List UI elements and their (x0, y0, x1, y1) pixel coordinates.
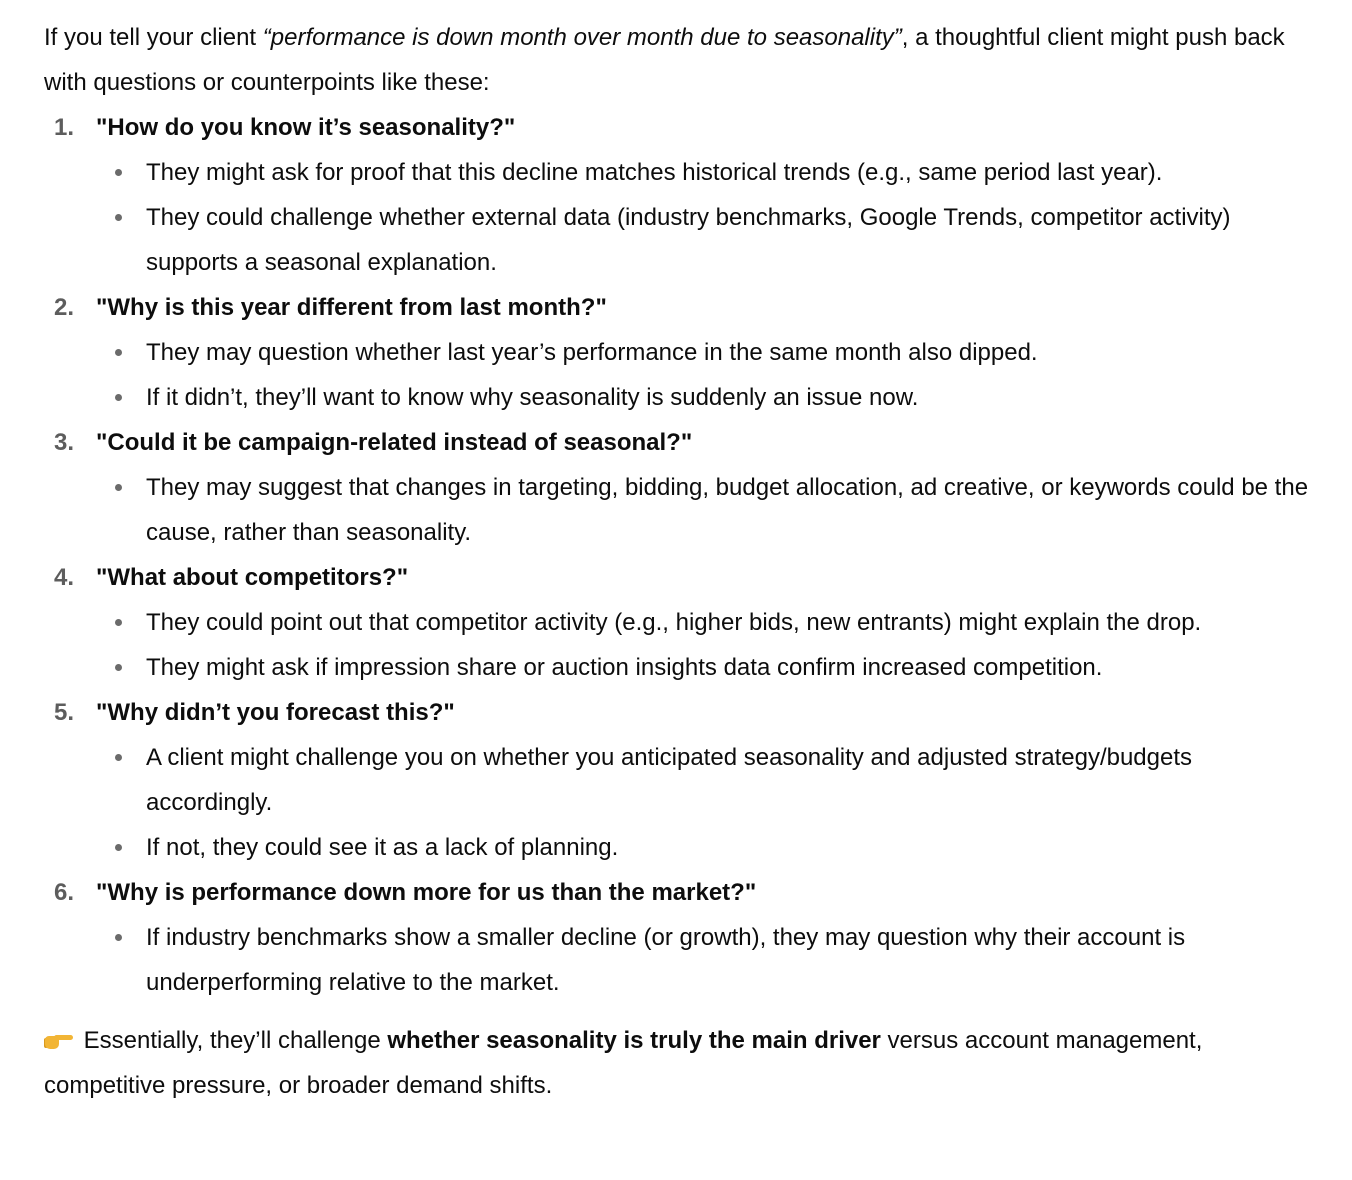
list-item (96, 825, 1312, 870)
list-item (96, 195, 1312, 285)
pointing-right-hand-icon (44, 1030, 74, 1050)
question-title: "Why is performance down more for us than the market?" (96, 879, 757, 906)
question-number: 1. (54, 114, 75, 141)
question-points (96, 150, 1312, 285)
question-title: "How do you know it’s seasonality?" (96, 114, 516, 141)
point-text: If it didn’t, they’ll want to know why seasonality is suddenly an issue now. (146, 384, 919, 411)
question-title: "Could it be campaign-related instead of seasonal?" (96, 429, 693, 456)
question-item-5 (44, 690, 1312, 870)
question-item-2 (44, 285, 1312, 420)
intro-quote: “performance is down month over month due to seasonality” (262, 24, 902, 51)
intro-text-before: If you tell your client (44, 24, 263, 51)
question-item-3 (44, 420, 1312, 555)
question-points (96, 330, 1312, 420)
list-item (96, 330, 1312, 375)
point-text: They might ask if impression share or auction insights data confirm increased competition. (146, 654, 1103, 681)
questions-list (44, 105, 1312, 1005)
point-text: They may suggest that changes in targeting, bidding, budget allocation, ad creative, or keywords could be the cause, rather than seasonality. (146, 474, 1309, 546)
bullet-dot-icon (115, 394, 122, 401)
list-item (96, 735, 1312, 825)
point-text: They could point out that competitor activity (e.g., higher bids, new entrants) might explain the drop. (146, 609, 1202, 636)
question-item-1 (44, 105, 1312, 285)
bullet-dot-icon (115, 934, 122, 941)
list-item (96, 600, 1312, 645)
question-item-6 (44, 870, 1312, 1005)
bullet-dot-icon (115, 484, 122, 491)
point-text: If not, they could see it as a lack of planning. (146, 834, 619, 861)
point-text: A client might challenge you on whether you anticipated seasonality and adjusted strategy/budgets accordingly. (146, 744, 1193, 816)
question-points (96, 735, 1312, 870)
bullet-dot-icon (115, 349, 122, 356)
bullet-dot-icon (115, 214, 122, 221)
summary-emphasis: whether seasonality is truly the main driver (387, 1027, 881, 1054)
bullet-dot-icon (115, 844, 122, 851)
question-points (96, 915, 1312, 1005)
question-title: "What about competitors?" (96, 564, 409, 591)
summary-text-before: Essentially, they’ll challenge (77, 1027, 388, 1054)
summary-paragraph (44, 1018, 1312, 1108)
bullet-dot-icon (115, 754, 122, 761)
list-item (96, 645, 1312, 690)
question-points (96, 600, 1312, 690)
question-number: 3. (54, 429, 75, 456)
question-number: 6. (54, 879, 75, 906)
question-number: 2. (54, 294, 75, 321)
summary-text-after: versus account management, competitive pressure, or broader demand shifts. (44, 1027, 1203, 1099)
bullet-dot-icon (115, 169, 122, 176)
list-item (96, 915, 1312, 1005)
bullet-dot-icon (115, 619, 122, 626)
intro-text-after: , a thoughtful client might push back with questions or counterpoints like these: (44, 24, 1285, 96)
point-text: They may question whether last year’s performance in the same month also dipped. (146, 339, 1038, 366)
question-title: "Why didn’t you forecast this?" (96, 699, 455, 726)
list-item (96, 150, 1312, 195)
list-item (96, 375, 1312, 420)
intro-paragraph (44, 15, 1312, 105)
question-number: 5. (54, 699, 75, 726)
point-text: If industry benchmarks show a smaller decline (or growth), they may question why their account is underperforming relative to the market. (146, 924, 1186, 996)
question-number: 4. (54, 564, 75, 591)
list-item (96, 465, 1312, 555)
question-title: "Why is this year different from last month?" (96, 294, 607, 321)
question-item-4 (44, 555, 1312, 690)
bullet-dot-icon (115, 664, 122, 671)
point-text: They might ask for proof that this decline matches historical trends (e.g., same period last year). (146, 159, 1163, 186)
question-points (96, 465, 1312, 555)
point-text: They could challenge whether external data (industry benchmarks, Google Trends, competitor activity) supports a seasonal explanation. (146, 204, 1231, 276)
